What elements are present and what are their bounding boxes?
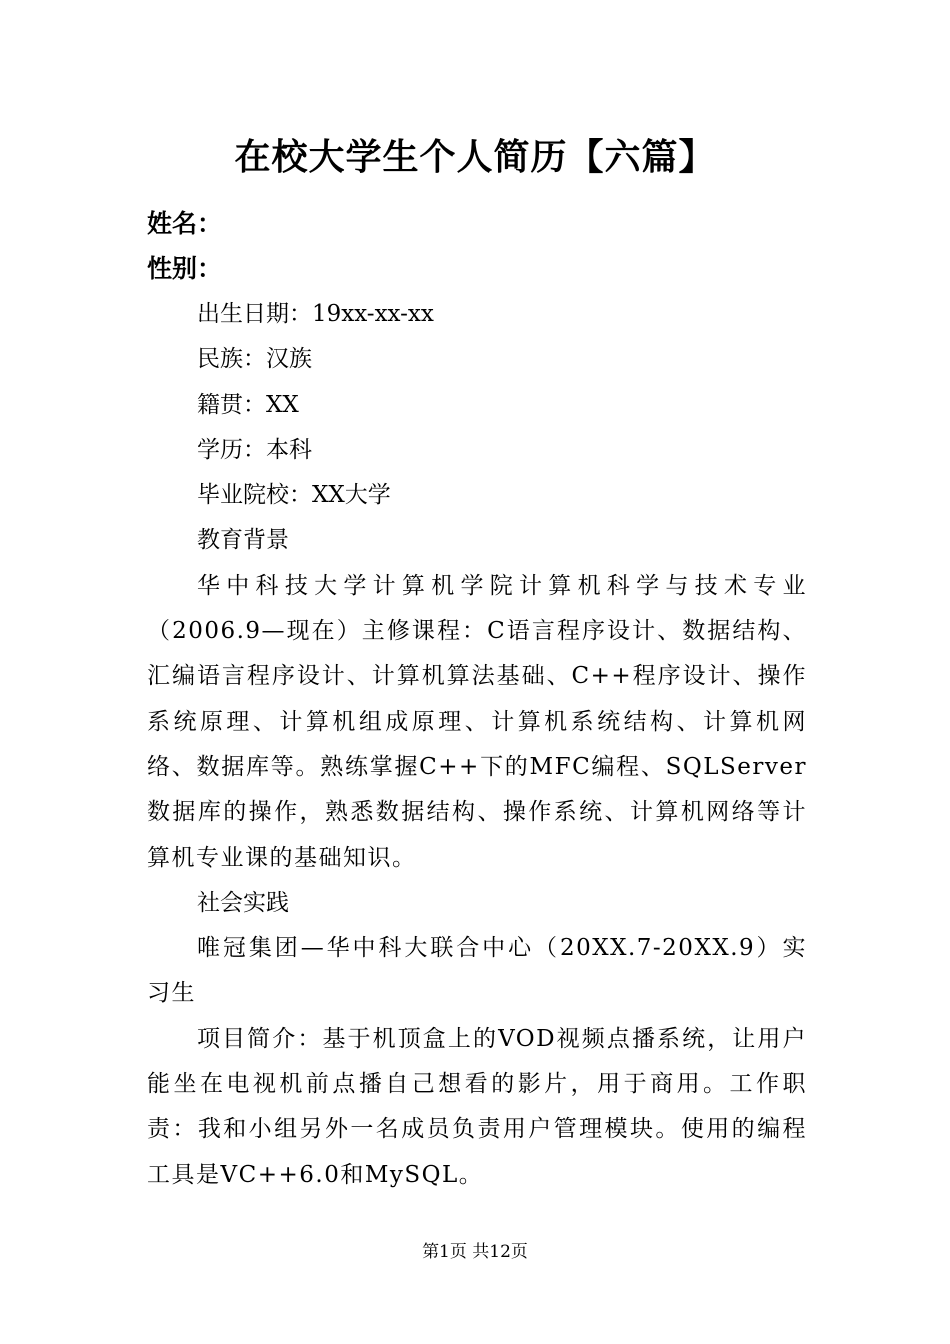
school-field: 毕业院校：XX大学 bbox=[197, 482, 391, 509]
gender-label: 性别： bbox=[147, 254, 223, 283]
practice-paragraph: 唯冠集团—华中科大联合中心（20XX.7-20XX.9）实习生 bbox=[147, 935, 807, 1007]
education-paragraph: 华中科技大学计算机学院计算机科学与技术专业（2006.9—现在）主修课程：C语言程序设计、数据结构、汇编语言程序设计、计算机算法基础、C++程序设计、操作系统原理、计算机组成原理、计算机系统结构、计算机网络、数据库等。熟练掌握C++下的MFC编程、SQLServer数据库的操作，熟悉数据结构、操作系统、计算机网络等计算机专业课的基础知识。 bbox=[147, 572, 807, 871]
document-body bbox=[147, 292, 807, 1198]
degree-field: 学历：本科 bbox=[197, 436, 312, 463]
document-title: 在校大学生个人简历【六篇】 bbox=[234, 136, 716, 178]
page-footer: 第1页 共12页 bbox=[422, 1242, 528, 1262]
name-label: 姓名： bbox=[147, 209, 223, 238]
project-paragraph: 项目简介：基于机顶盒上的VOD视频点播系统，让用户能坐在电视机前点播自己想看的影片，用于商用。工作职责：我和小组另外一名成员负责用户管理模块。使用的编程工具是VC++6.0和MySQL。 bbox=[147, 1025, 807, 1188]
ethnicity-field: 民族：汉族 bbox=[197, 346, 312, 373]
native-place-field: 籍贯：XX bbox=[197, 391, 299, 418]
education-heading: 教育背景 bbox=[197, 527, 289, 554]
birth-date-field: 出生日期：19xx-xx-xx bbox=[197, 301, 434, 327]
practice-heading: 社会实践 bbox=[197, 889, 289, 916]
